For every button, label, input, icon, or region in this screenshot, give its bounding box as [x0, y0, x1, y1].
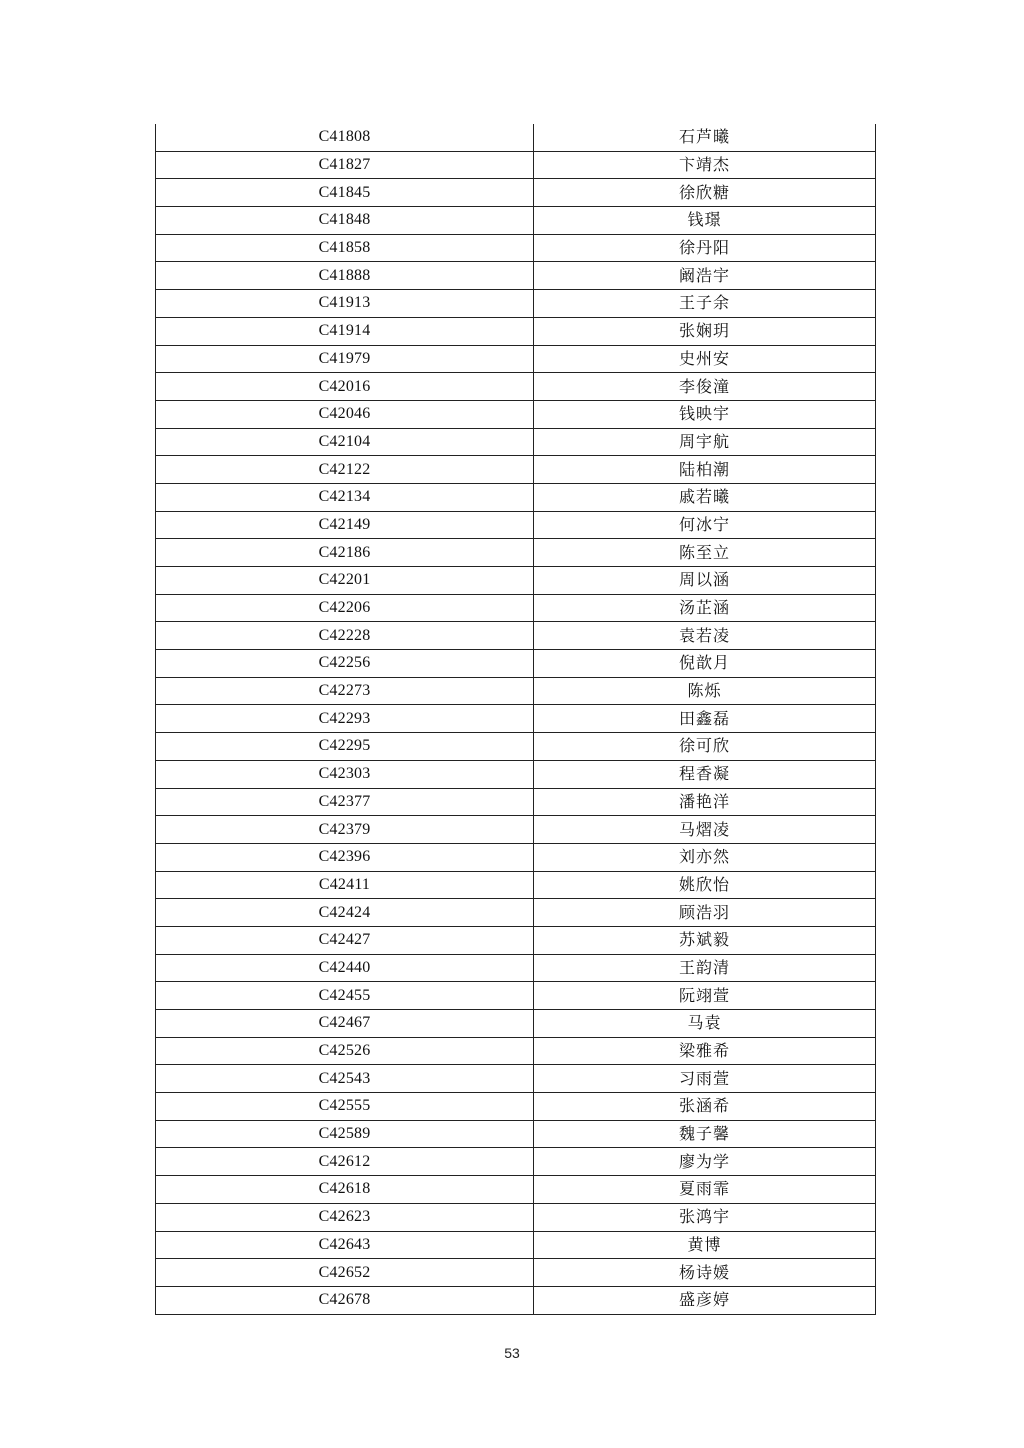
table-row — [156, 677, 876, 705]
table-row — [156, 1093, 876, 1121]
candidate-id-cell: C42377 — [156, 788, 534, 816]
table-row — [156, 899, 876, 927]
candidate-name-cell: 潘艳洋 — [534, 788, 876, 816]
candidate-id-cell: C42543 — [156, 1065, 534, 1093]
table-row — [156, 345, 876, 373]
candidate-id-cell: C42678 — [156, 1286, 534, 1314]
candidate-name-cell: 廖为学 — [534, 1148, 876, 1176]
page-number: 53 — [504, 1345, 520, 1361]
table-row — [156, 788, 876, 816]
candidate-id-cell: C42652 — [156, 1259, 534, 1287]
table-row — [156, 650, 876, 678]
table-row — [156, 290, 876, 318]
table-row — [156, 1120, 876, 1148]
candidate-name-cell: 程香凝 — [534, 760, 876, 788]
candidate-name-cell: 习雨萱 — [534, 1065, 876, 1093]
table-row — [156, 1286, 876, 1314]
candidate-name-cell: 顾浩羽 — [534, 899, 876, 927]
candidate-id-cell: C41913 — [156, 290, 534, 318]
candidate-id-cell: C42467 — [156, 1010, 534, 1038]
candidate-id-cell: C42122 — [156, 456, 534, 484]
candidate-name-cell: 钱映宇 — [534, 400, 876, 428]
candidate-id-cell: C41858 — [156, 234, 534, 262]
candidate-name-cell: 张娴玥 — [534, 317, 876, 345]
table-row — [156, 594, 876, 622]
candidate-id-cell: C42228 — [156, 622, 534, 650]
candidate-name-cell: 梁雅希 — [534, 1037, 876, 1065]
table-row — [156, 926, 876, 954]
candidate-name-cell: 陈至立 — [534, 539, 876, 567]
candidate-name-cell: 张鸿宇 — [534, 1203, 876, 1231]
table-row — [156, 1037, 876, 1065]
table-row — [156, 539, 876, 567]
table-row — [156, 234, 876, 262]
table-row — [156, 1065, 876, 1093]
candidate-name-cell: 苏斌毅 — [534, 926, 876, 954]
candidate-name-cell: 刘亦然 — [534, 843, 876, 871]
candidate-name-cell: 陈烁 — [534, 677, 876, 705]
candidate-id-cell: C42455 — [156, 982, 534, 1010]
table-row — [156, 428, 876, 456]
candidate-id-cell: C42201 — [156, 567, 534, 595]
candidate-id-cell: C42440 — [156, 954, 534, 982]
candidate-name-cell: 阮翊萱 — [534, 982, 876, 1010]
candidate-name-cell: 钱璟 — [534, 207, 876, 235]
table-row — [156, 124, 876, 151]
candidate-id-cell: C42134 — [156, 483, 534, 511]
table-row — [156, 483, 876, 511]
candidate-name-cell: 李俊潼 — [534, 373, 876, 401]
candidate-id-cell: C42104 — [156, 428, 534, 456]
candidate-name-cell: 何冰宁 — [534, 511, 876, 539]
table-row — [156, 954, 876, 982]
candidate-id-cell: C42526 — [156, 1037, 534, 1065]
candidate-name-cell: 张涵希 — [534, 1093, 876, 1121]
table-row — [156, 1231, 876, 1259]
candidate-name-cell: 姚欣怡 — [534, 871, 876, 899]
table-row — [156, 1148, 876, 1176]
candidate-name-cell: 石芦曦 — [534, 124, 876, 151]
candidate-id-cell: C41808 — [156, 124, 534, 151]
candidate-id-cell: C42295 — [156, 733, 534, 761]
table-row — [156, 456, 876, 484]
candidate-id-cell: C42379 — [156, 816, 534, 844]
candidate-name-cell: 魏子馨 — [534, 1120, 876, 1148]
table-row — [156, 816, 876, 844]
table-row — [156, 317, 876, 345]
candidate-id-cell: C42589 — [156, 1120, 534, 1148]
table-row — [156, 705, 876, 733]
candidate-id-cell: C42555 — [156, 1093, 534, 1121]
candidate-name-cell: 马袁 — [534, 1010, 876, 1038]
candidate-name-cell: 卞靖杰 — [534, 151, 876, 179]
table-row — [156, 871, 876, 899]
candidate-name-cell: 史州安 — [534, 345, 876, 373]
candidate-id-cell: C42149 — [156, 511, 534, 539]
candidate-name-cell: 周以涵 — [534, 567, 876, 595]
table-row — [156, 1010, 876, 1038]
candidate-name-cell: 周宇航 — [534, 428, 876, 456]
table-row — [156, 622, 876, 650]
candidate-id-cell: C42424 — [156, 899, 534, 927]
table-row — [156, 511, 876, 539]
candidate-id-cell: C42293 — [156, 705, 534, 733]
candidate-name-cell: 黄博 — [534, 1231, 876, 1259]
table-row — [156, 1176, 876, 1204]
candidate-name-cell: 袁若凌 — [534, 622, 876, 650]
candidate-id-cell: C41848 — [156, 207, 534, 235]
candidate-name-cell: 杨诗媛 — [534, 1259, 876, 1287]
candidate-id-cell: C42427 — [156, 926, 534, 954]
table-row — [156, 151, 876, 179]
candidate-id-cell: C42411 — [156, 871, 534, 899]
candidate-id-cell: C42206 — [156, 594, 534, 622]
candidate-name-cell: 徐欣糖 — [534, 179, 876, 207]
candidate-id-cell: C42303 — [156, 760, 534, 788]
candidate-id-cell: C42618 — [156, 1176, 534, 1204]
candidate-id-cell: C42623 — [156, 1203, 534, 1231]
candidate-name-cell: 马熠凌 — [534, 816, 876, 844]
candidate-id-cell: C42186 — [156, 539, 534, 567]
candidate-id-cell: C41845 — [156, 179, 534, 207]
candidate-name-cell: 戚若曦 — [534, 483, 876, 511]
candidate-id-cell: C42612 — [156, 1148, 534, 1176]
candidate-id-cell: C42256 — [156, 650, 534, 678]
roster-table — [155, 124, 876, 1315]
candidate-name-cell: 倪歆月 — [534, 650, 876, 678]
table-row — [156, 733, 876, 761]
table-row — [156, 567, 876, 595]
candidate-id-cell: C41827 — [156, 151, 534, 179]
table-row — [156, 207, 876, 235]
candidate-name-cell: 夏雨霏 — [534, 1176, 876, 1204]
candidate-id-cell: C41979 — [156, 345, 534, 373]
candidate-name-cell: 汤芷涵 — [534, 594, 876, 622]
table-row — [156, 1203, 876, 1231]
table-row — [156, 982, 876, 1010]
candidate-name-cell: 盛彦婷 — [534, 1286, 876, 1314]
table-row — [156, 262, 876, 290]
candidate-name-cell: 阚浩宇 — [534, 262, 876, 290]
candidate-name-cell: 王韵清 — [534, 954, 876, 982]
table-row — [156, 179, 876, 207]
candidate-id-cell: C41888 — [156, 262, 534, 290]
table-row — [156, 760, 876, 788]
candidate-name-cell: 徐丹阳 — [534, 234, 876, 262]
candidate-id-cell: C42273 — [156, 677, 534, 705]
table-row — [156, 843, 876, 871]
candidate-name-cell: 徐可欣 — [534, 733, 876, 761]
candidate-name-cell: 陆柏潮 — [534, 456, 876, 484]
candidate-id-cell: C42046 — [156, 400, 534, 428]
candidate-name-cell: 田鑫磊 — [534, 705, 876, 733]
candidate-name-cell: 王子余 — [534, 290, 876, 318]
table-row — [156, 400, 876, 428]
table-row — [156, 373, 876, 401]
candidate-id-cell: C42396 — [156, 843, 534, 871]
candidate-id-cell: C41914 — [156, 317, 534, 345]
roster-table-body — [156, 124, 876, 1314]
candidate-id-cell: C42643 — [156, 1231, 534, 1259]
candidate-id-cell: C42016 — [156, 373, 534, 401]
table-row — [156, 1259, 876, 1287]
